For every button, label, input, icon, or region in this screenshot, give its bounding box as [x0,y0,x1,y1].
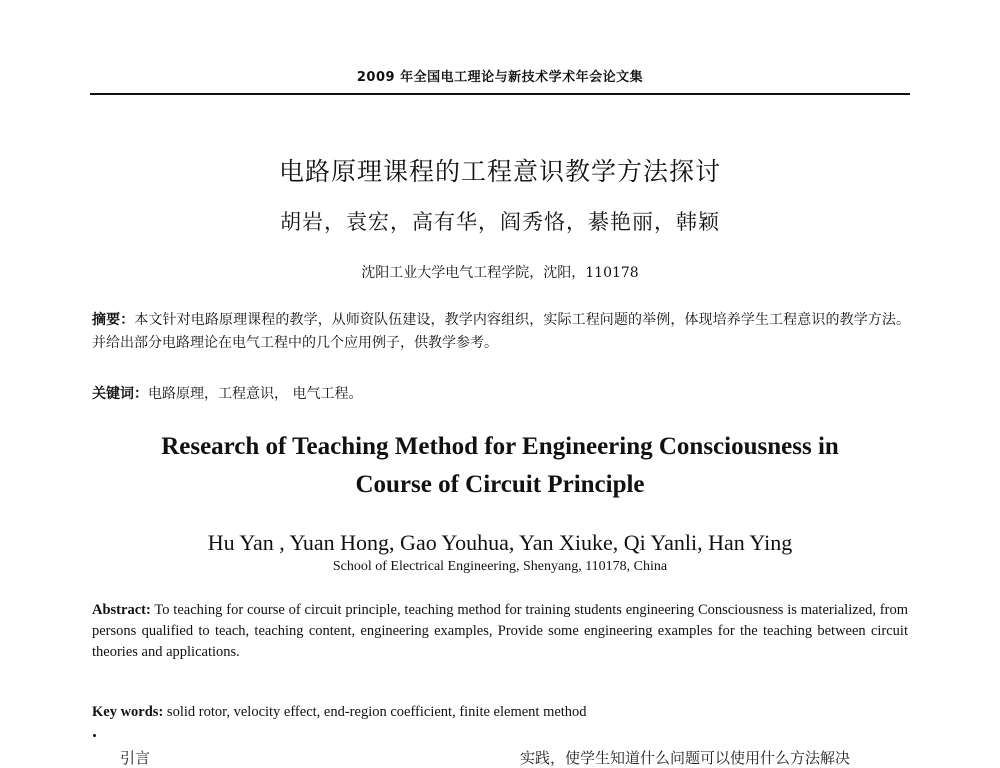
english-abstract-text: To teaching for course of circuit principle, teaching method for training students engineering Consciousness is materialized, from persons qualified to teach, teaching content, engineering examples, Provide some engineering examples for the teaching between circuit theories and applications. [92,602,908,660]
english-keywords [92,702,908,723]
chinese-affiliation: 沈阳工业大学电气工程学院，沈阳，110178 [361,265,639,281]
cut-off-left-column: 引言 [120,749,151,767]
chinese-abstract-text: 本文针对电路原理课程的教学，从师资队伍建设，教学内容组织，实际工程问题的举例，体现培养学生工程意识的教学方法。并给出部分电路理论在电气工程中的几个应用例子，供教学参考。 [92,312,911,351]
chinese-abstract-label: 摘要： [92,312,135,328]
chinese-title: 电路原理课程的工程意识教学方法探讨 [278,157,721,186]
header-divider [90,93,910,95]
english-affiliation: School of Electrical Engineering, Shenyang, 110178, China [332,559,668,574]
chinese-keywords [92,383,910,406]
proceedings-header: 2009 年全国电工理论与新技术学术年会论文集 [356,70,644,85]
cut-off-body-text [92,748,908,768]
chinese-authors: 胡岩，袁宏，高有华，阎秀恪，綦艳丽，韩颖 [280,210,720,234]
stray-dot [93,734,96,737]
english-title-line-2: Course of Circuit Principle [355,471,645,498]
english-authors: Hu Yan , Yuan Hong, Gao Youhua, Yan Xiuke, Qi Yanli, Han Ying [207,530,793,555]
chinese-keywords-text: 电路原理，工程意识， 电气工程。 [148,386,363,402]
chinese-abstract [92,309,910,355]
english-abstract-label: Abstract: [92,602,151,618]
english-keywords-text: solid rotor, velocity effect, end-region coefficient, finite element method [163,704,587,720]
english-abstract [92,600,908,663]
english-keywords-label: Key words: [92,704,164,720]
english-title-line-1: Research of Teaching Method for Engineering Consciousness in [161,433,839,460]
chinese-keywords-label: 关键词： [92,386,148,402]
cut-off-right-column: 实践，使学生知道什么问题可以使用什么方法解决 [520,749,851,767]
english-title [0,428,1000,504]
